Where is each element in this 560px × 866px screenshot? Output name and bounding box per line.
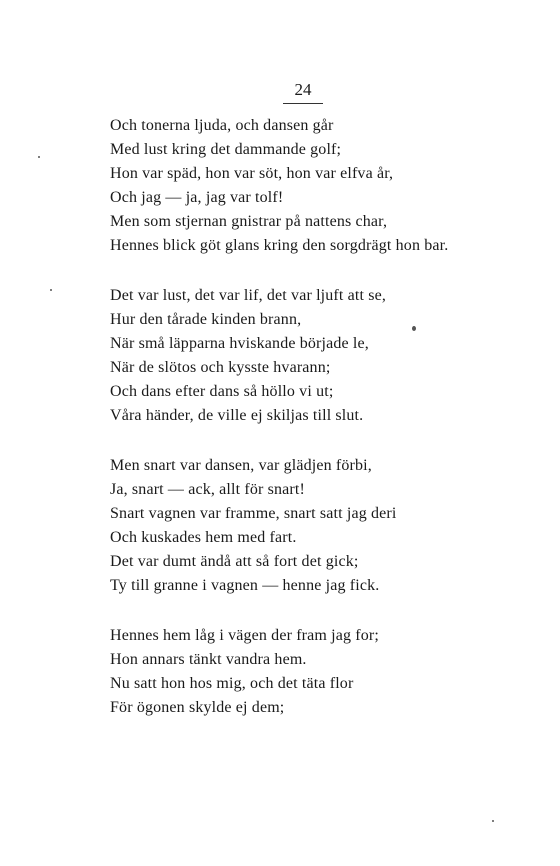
- poem-line: Men som stjernan gnistrar på nattens char,: [110, 213, 388, 230]
- poem-line: Med lust kring det dammande golf;: [110, 141, 342, 158]
- poem-line: När små läpparna hviskande började le,: [110, 335, 369, 352]
- poem-text: [110, 114, 540, 720]
- poem-line: Hennes hem låg i vägen der fram jag for;: [110, 627, 380, 644]
- stanza-4: [110, 624, 540, 720]
- poem-line: Nu satt hon hos mig, och det täta flor: [110, 675, 354, 692]
- poem-line: Hennes blick göt glans kring den sorgdrägt hon bar.: [110, 237, 449, 254]
- poem-line: Hur den tårade kinden brann,: [110, 311, 302, 328]
- poem-line: Ja, snart — ack, allt för snart!: [110, 481, 305, 498]
- poem-line: Hon var späd, hon var söt, hon var elfva år,: [110, 165, 394, 182]
- page-number-rule: [283, 103, 323, 104]
- poem-line: När de slötos och kysste hvarann;: [110, 359, 331, 376]
- poem-line: Och kuskades hem med fart.: [110, 529, 297, 546]
- page-number: 24: [294, 80, 312, 99]
- poem-line: Och jag — ja, jag var tolf!: [110, 189, 284, 206]
- poem-line: Ty till granne i vagnen — henne jag fick.: [110, 577, 380, 594]
- poem-line: Våra händer, de ville ej skiljas till slut.: [110, 407, 364, 424]
- poem-line: Och dans efter dans så höllo vi ut;: [110, 383, 334, 400]
- poem-line: Och tonerna ljuda, och dansen går: [110, 117, 334, 134]
- paper-speck: [412, 326, 416, 331]
- paper-speck: [50, 289, 52, 291]
- poem-line: Hon annars tänkt vandra hem.: [110, 651, 307, 668]
- poem-line: För ögonen skylde ej dem;: [110, 699, 285, 716]
- poem-line: Men snart var dansen, var glädjen förbi,: [110, 457, 372, 474]
- poem-line: Snart vagnen var framme, snart satt jag deri: [110, 505, 397, 522]
- paper-speck: [38, 156, 40, 158]
- stanza-3: [110, 454, 540, 598]
- poem-line: Det var lust, det var lif, det var ljuft att se,: [110, 287, 387, 304]
- stanza-2: [110, 284, 540, 428]
- poem-line: Det var dumt ändå att så fort det gick;: [110, 553, 359, 570]
- stanza-1: [110, 114, 540, 258]
- paper-speck: [492, 820, 494, 822]
